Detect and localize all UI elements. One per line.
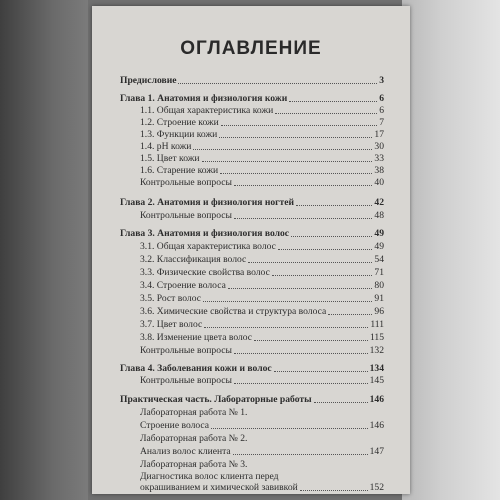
toc-entry-1-1: 1.1. Общая характеристика кожи 6: [140, 105, 384, 116]
toc-entry-lab-3: окрашиванием и химической завивкой 152: [140, 482, 384, 493]
toc-entry-lab-3-heading: Лабораторная работа № 3.: [140, 459, 248, 470]
toc-entry-3-1: 3.1. Общая характеристика волос 49: [140, 241, 384, 252]
toc-entry-lab-1-heading: Лабораторная работа № 1.: [140, 407, 248, 418]
toc-entry-3-5: 3.5. Рост волос 91: [140, 293, 384, 304]
toc-entry-3-2: 3.2. Классификация волос 54: [140, 254, 384, 265]
toc-entry-preface: Предисловие 3: [120, 75, 384, 86]
toc-entry-chapter-2: Глава 2. Анатомия и физиология ногтей 42: [120, 197, 384, 208]
page-title: ОГЛАВЛЕНИЕ: [180, 38, 322, 59]
toc-entry-1-4: 1.4. pH кожи 30: [140, 141, 384, 152]
toc-entry-3-7: 3.7. Цвет волос 111: [140, 319, 384, 330]
toc-entry-1-6: 1.6. Старение кожи 38: [140, 165, 384, 176]
toc-entry-3-4: 3.4. Строение волоса 80: [140, 280, 384, 291]
toc-entry-chapter-1-review: Контрольные вопросы 40: [140, 177, 384, 188]
toc-entry-1-2: 1.2. Строение кожи 7: [140, 117, 384, 128]
toc-entry-practical-part: Практическая часть. Лабораторные работы 146: [120, 394, 384, 405]
toc-entry-lab-2: Анализ волос клиента 147: [140, 446, 384, 457]
toc-entry-chapter-4: Глава 4. Заболевания кожи и волос 134: [120, 363, 384, 374]
toc-entry-lab-2-heading: Лабораторная работа № 2.: [140, 433, 248, 444]
toc-entry-3-8: 3.8. Изменение цвета волос 115: [140, 332, 384, 343]
toc-entry-chapter-1: Глава 1. Анатомия и физиология кожи 6: [120, 93, 384, 104]
table-of-contents: [92, 6, 410, 494]
toc-entry-3-6: 3.6. Химические свойства и структура волоса 96: [140, 306, 384, 317]
toc-entry-chapter-3: Глава 3. Анатомия и физиология волос 49: [120, 228, 384, 239]
toc-entry-lab-1: Строение волоса 146: [140, 420, 384, 431]
toc-entry-chapter-2-review: Контрольные вопросы 48: [140, 210, 384, 221]
book-spine-background: [0, 0, 88, 500]
toc-entry-chapter-3-review: Контрольные вопросы 132: [140, 345, 384, 356]
toc-entry-lab-3-line-1: Диагностика волос клиента перед: [140, 471, 279, 482]
toc-entry-3-3: 3.3. Физические свойства волос 71: [140, 267, 384, 278]
toc-entry-chapter-4-review: Контрольные вопросы 145: [140, 375, 384, 386]
toc-entry-1-5: 1.5. Цвет кожи 33: [140, 153, 384, 164]
book-page: [92, 6, 410, 494]
toc-entry-1-3: 1.3. Функции кожи 17: [140, 129, 384, 140]
adjacent-page-background: [402, 0, 500, 500]
